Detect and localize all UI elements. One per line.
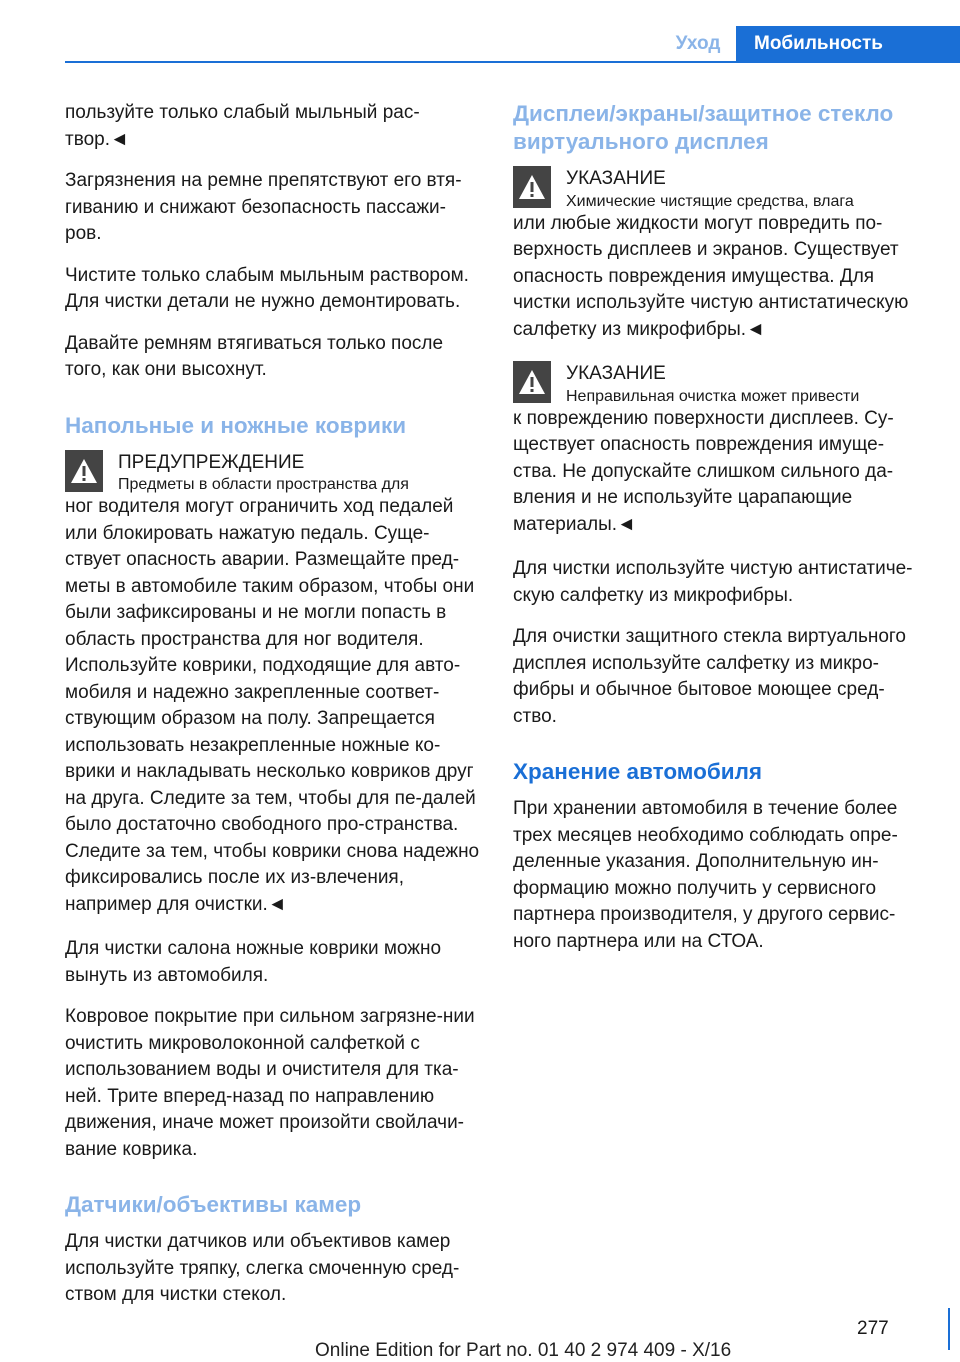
- paragraph: Давайте ремням втягиваться только после того, как они высохнут.: [65, 332, 444, 380]
- note-title: УКАЗАНИЕ: [566, 363, 666, 384]
- note-text: Неправильная очистка может привести: [566, 387, 860, 405]
- note-block: [513, 361, 925, 538]
- note-block: [513, 166, 925, 343]
- paragraph: Для чистки используйте чистую антистатиче-скую салфетку из микрофибры.: [513, 558, 913, 606]
- section-heading-sensors: Датчики/объективы камер: [65, 1192, 362, 1217]
- warning-triangle-icon: [513, 166, 551, 208]
- note-title: УКАЗАНИЕ: [566, 168, 666, 189]
- paragraph: Загрязнения на ремне препятствуют его втя-гиванию и снижают безопасность пассажи-ров.: [65, 170, 462, 244]
- header-rule: [65, 61, 960, 63]
- tab-care[interactable]: Уход: [675, 33, 721, 54]
- warning-triangle-icon: [65, 450, 103, 492]
- paragraph: Для чистки салона ножные коврики можно вынуть из автомобиля.: [65, 938, 442, 986]
- page-header: [0, 0, 960, 62]
- paragraph: Чистите только слабым мыльным раствором. Для чистки детали не нужно демонтировать.: [65, 264, 469, 312]
- paragraph: Для очистки защитного стекла виртуального дисплея используйте салфетку из микро-фибры и обычное бытовое моющее сред-ство.: [513, 626, 906, 727]
- section-heading-storage: Хранение автомобиля: [513, 759, 763, 784]
- text-line: пользуйте только слабый мыльный рас-: [65, 102, 420, 123]
- right-column: [513, 100, 925, 970]
- note-text: к повреждению поверхности дисплеев. Су-ществует опасность повреждения имуще-ства. Не допускайте слишком сильного да-вления и не используйте царапающие материалы.◄: [513, 407, 894, 535]
- paragraph: При хранении автомобиля в течение более трех месяцев необходимо соблюдать опре-деленные указания. Дополнительную ин-формацию можно получить у сервисного партнера производителя, у другого сервис-ного партнера или на СТОА.: [513, 798, 898, 952]
- note-text: или любые жидкости могут повредить по-верхность дисплеев и экранов. Существует опасность повреждения имущества. Для чистки используйте чистую антистатическую салфетку из микрофибры.◄: [513, 212, 909, 340]
- paragraph: Ковровое покрытие при сильном загрязне-нии очистить микроволоконной салфеткой с использованием воды и очистителя для тка-ней. Трите вперед-назад по направлению движения, иначе может произойти свойлачи-вание коврика.: [65, 1006, 475, 1160]
- page-number: 277: [857, 1318, 889, 1339]
- footer-rule: [948, 1308, 950, 1350]
- warning-triangle-icon: [513, 361, 551, 403]
- text-line: твор.◄: [65, 128, 129, 150]
- warning-block: [65, 450, 480, 919]
- paragraph: Для чистки датчиков или объективов камер используйте тряпку, слегка смоченную сред-ством для чистки стекол.: [65, 1231, 460, 1305]
- edition-footer: Online Edition for Part no. 01 40 2 974 409 - X/16: [315, 1340, 732, 1361]
- warning-title: ПРЕДУПРЕЖДЕНИЕ: [118, 451, 305, 473]
- section-heading-mats: Напольные и ножные коврики: [65, 412, 407, 438]
- section-heading-displays: Дисплеи/экраны/защитное стекло виртуального дисплея: [513, 101, 894, 154]
- warning-text: Предметы в области пространства для: [118, 476, 409, 493]
- note-text: Химические чистящие средства, влага: [566, 192, 854, 210]
- warning-text: ног водителя могут ограничить ход педалей или блокировать нажатую педаль. Суще-ствует опасность аварии. Размещайте пред-меты в автомобиле таким образом, чтобы они были зафиксированы и не могли попасть в область пространства для ног водителя. Используйте коврики, подходящие для авто-мобиля и надежно закрепленные соответ-ствующим образом на полу. Запрещается использовать незакрепленные ножные ко-врики и накладывать несколько ковриков друг на друга. Следите за тем, чтобы для пе-далей было достаточно свободного про-странства. Следите за тем, чтобы коврики снова надежно фиксировались после их из-влечения, например для очистки.◄: [65, 496, 480, 915]
- left-column: [65, 100, 480, 1324]
- tab-mobility[interactable]: Мобильность: [736, 26, 960, 62]
- paragraph: [65, 100, 480, 153]
